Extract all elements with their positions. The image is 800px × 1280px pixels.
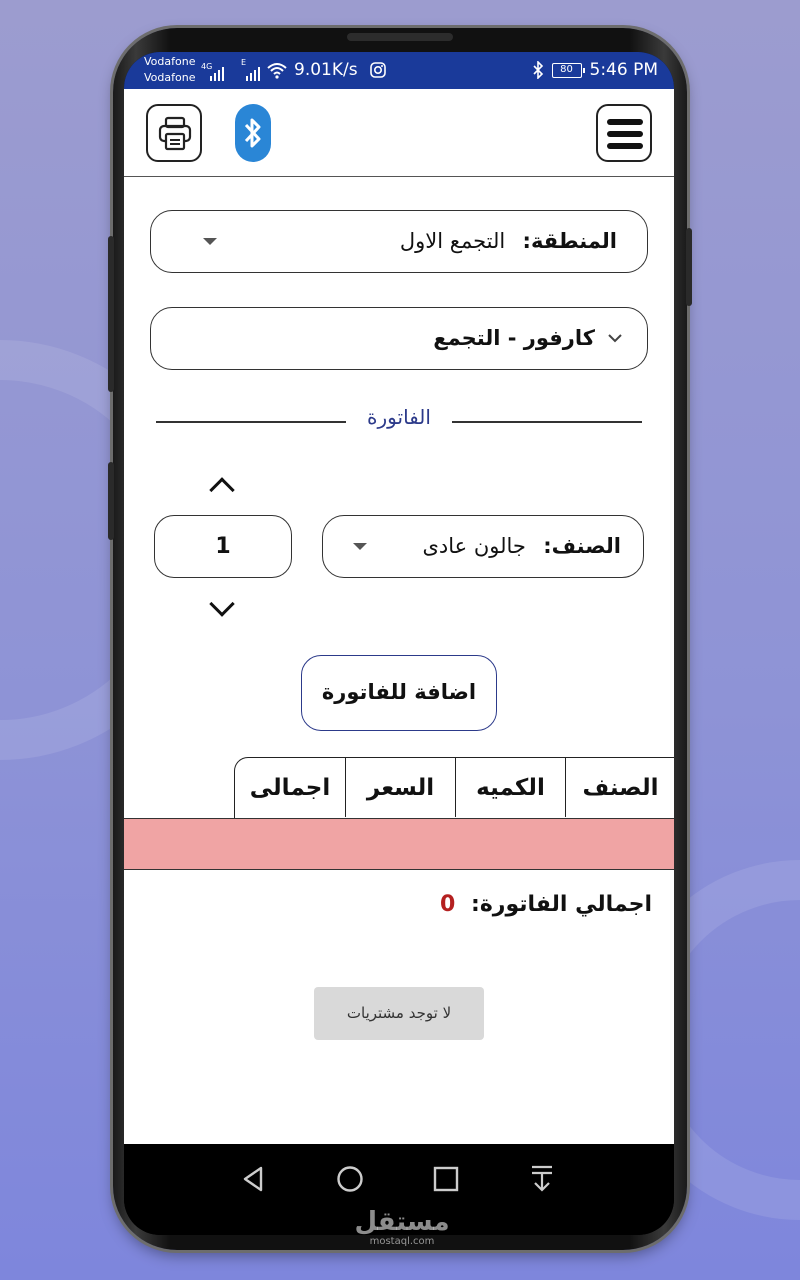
item-select-text xyxy=(422,516,621,576)
phone-side-button xyxy=(686,228,692,306)
wifi-icon xyxy=(266,61,288,79)
divider-line xyxy=(452,421,642,423)
carrier-2: Vodafone xyxy=(144,71,196,84)
watermark-logo xyxy=(352,1208,452,1248)
quantity-increase-button[interactable] xyxy=(202,471,242,501)
quantity-field[interactable] xyxy=(154,515,292,578)
region-select[interactable] xyxy=(150,210,648,273)
signal-icon xyxy=(246,67,260,81)
add-to-invoice-button[interactable]: اضافة للفاتورة xyxy=(301,655,497,731)
dropdown-arrow-icon xyxy=(353,543,367,550)
bluetooth-icon xyxy=(243,116,263,150)
phone-side-button xyxy=(108,236,114,392)
invoice-total-label: اجمالي الفاتورة: xyxy=(471,892,652,917)
divider-line xyxy=(156,421,346,423)
invoice-total-value: 0 xyxy=(440,892,456,917)
chevron-down-icon xyxy=(209,591,234,616)
hamburger-menu-icon xyxy=(607,119,643,149)
instagram-icon xyxy=(370,62,386,78)
invoice-total xyxy=(440,892,652,917)
network-type-2: E xyxy=(241,58,247,67)
branch-value: كارفور - التجمع xyxy=(433,326,595,350)
signal-icon xyxy=(210,67,224,81)
bluetooth-status-icon xyxy=(532,61,544,79)
column-header-total: اجمالى xyxy=(249,775,331,801)
invoice-table-body xyxy=(124,818,674,870)
column-header-price: السعر xyxy=(345,758,455,817)
branch-select[interactable] xyxy=(150,307,648,370)
phone-speaker xyxy=(347,33,453,41)
watermark-subtext: mostaql.com xyxy=(369,1236,435,1247)
item-label: الصنف: xyxy=(543,534,621,558)
network-type-1: 4G xyxy=(201,62,213,71)
carrier-labels xyxy=(144,54,195,86)
clock: 5:46 PM xyxy=(589,60,658,80)
printer-icon xyxy=(158,116,192,152)
invoice-table-header xyxy=(234,757,674,819)
app-toolbar xyxy=(124,89,674,177)
recents-nav-button[interactable] xyxy=(429,1162,463,1196)
home-nav-button[interactable] xyxy=(333,1162,367,1196)
chevron-up-icon xyxy=(209,477,234,502)
chevron-down-icon xyxy=(607,332,623,344)
status-right xyxy=(532,60,659,80)
toast-message: لا توجد مشتريات xyxy=(314,987,484,1040)
dropdown-arrow-icon xyxy=(203,238,217,245)
network-speed: 9.01K/s xyxy=(294,60,358,80)
column-header-quantity: الكميه xyxy=(455,758,565,817)
invoice-section-title: الفاتورة xyxy=(367,405,431,429)
print-button[interactable] xyxy=(146,104,202,162)
battery-icon: 80 xyxy=(552,63,582,78)
quantity-value: 1 xyxy=(215,534,231,559)
notification-pull-down-icon[interactable] xyxy=(525,1162,559,1196)
quantity-decrease-button[interactable] xyxy=(202,595,242,625)
back-nav-button[interactable] xyxy=(237,1162,271,1196)
region-select-text xyxy=(400,211,617,271)
phone-side-button xyxy=(108,462,114,540)
item-select[interactable] xyxy=(322,515,644,578)
app-content xyxy=(124,89,674,1144)
item-value: جالون عادى xyxy=(422,534,526,558)
bluetooth-button[interactable] xyxy=(235,104,271,162)
watermark-text: مستقل xyxy=(354,1207,450,1237)
status-bar xyxy=(124,52,674,89)
phone-screen xyxy=(124,52,674,1235)
region-label: المنطقة: xyxy=(522,229,617,253)
region-value: التجمع الاول xyxy=(399,229,506,253)
carrier-1: Vodafone xyxy=(144,55,196,68)
menu-button[interactable] xyxy=(596,104,652,162)
column-header-item: الصنف xyxy=(565,758,674,817)
